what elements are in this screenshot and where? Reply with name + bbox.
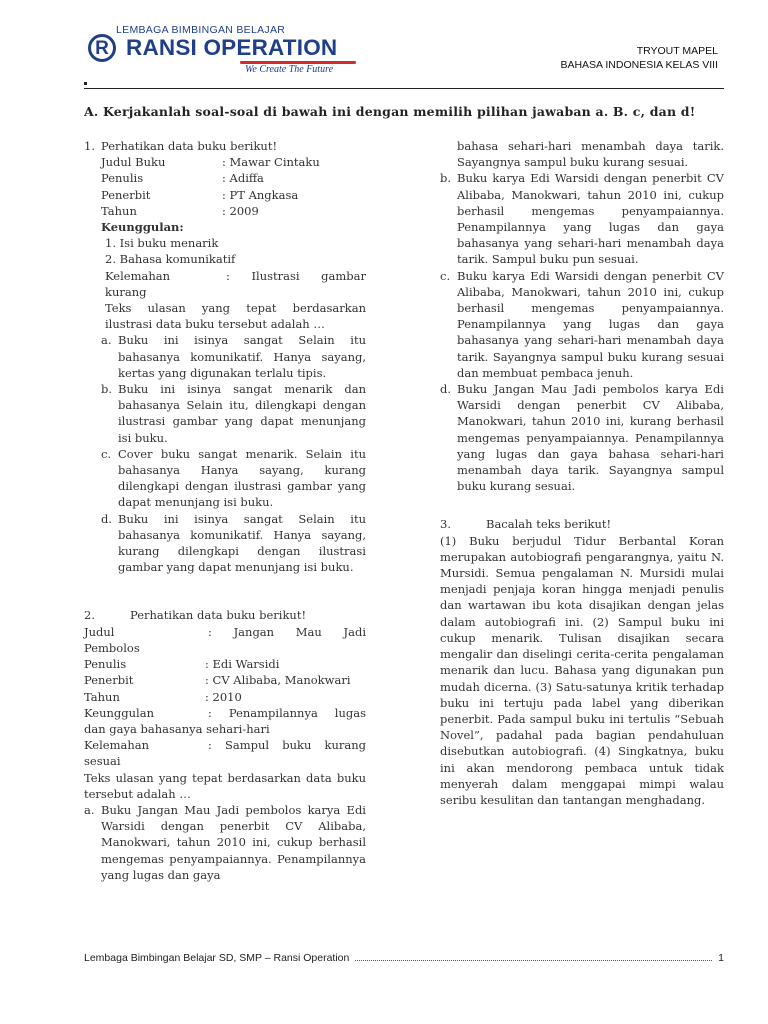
option-key: a. <box>101 333 112 348</box>
q2-keunggulan-value: : Penampilannya lugas <box>208 705 366 720</box>
logo-main-text: RANSI OPERATION <box>126 35 338 60</box>
q2-question: Teks ulasan yang tepat berdasarkan data buku tersebut adalah … <box>84 770 366 801</box>
q1-keunggulan-item: 1. Isi buku menarik <box>105 236 219 251</box>
q2-option-d[interactable] <box>440 381 724 494</box>
q1-question: Teks ulasan yang tepat berdasarkan ilustrasi data buku tersebut adalah … <box>105 301 366 332</box>
option-text: Buku karya Edi Warsidi dengan penerbit CV Alibaba, Manokwari, tahun 2010 ini, cukup berhasil mengemas penyampaiannya. Penampilannya yang lugas dan gaya bahasanya yang sehari-hari menambah daya tarik. Sayangnya sampul buku kurang sesuai dan membuat pembaca jenuh. <box>457 268 724 380</box>
option-text: Buku ini isinya sangat menarik dan bahasanya Selain itu, dilengkapi dengan ilustrasi gambar yang dapat menunjang isi buku. <box>118 382 366 445</box>
header-line-1: TRYOUT MAPEL <box>636 45 718 57</box>
q3-prompt-row <box>440 516 724 532</box>
q1-row-label: Penerbit <box>101 187 151 202</box>
q2-kelemahan-cont: sesuai <box>84 754 121 769</box>
footer-leader <box>355 952 712 961</box>
q2-judul-cont: Pembolos <box>84 640 140 655</box>
page-number: 1 <box>718 952 724 964</box>
q2-row <box>84 656 366 672</box>
q1-option-b[interactable] <box>101 381 366 446</box>
q2-row-value: : 2010 <box>205 689 242 704</box>
q1-row-label: Judul Buku <box>101 155 166 170</box>
q2-kelemahan-row <box>84 737 366 753</box>
option-text: Buku ini isinya sangat Selain itu bahasanya komunikatif. Hanya sayang, kertas yang digunakan terlalu tipis. <box>118 333 366 380</box>
q2-keunggulan-label: Keunggulan <box>84 705 154 720</box>
q2-row-value: : CV Alibaba, Manokwari <box>205 673 351 688</box>
option-text: Buku Jangan Mau Jadi pembolos karya Edi Warsidi dengan penerbit CV Alibaba, Manokwari, tahun 2010 ini, kurang berhasil mengemas penyampaiannya. Penampilannya yang lugas dan gaya bahasa sehari-hari menambah daya tarik. Sayangnya sampul buku kurang sesuai. <box>457 382 724 494</box>
q1-kelemahan-cont: kurang <box>105 284 147 299</box>
q1-kelemahan-label: Kelemahan <box>105 268 171 283</box>
q3-prompt: Bacalah teks berikut! <box>486 517 612 532</box>
q1-row <box>101 154 366 170</box>
q1-option-a[interactable] <box>101 332 366 381</box>
q1-keunggulan-title: Keunggulan: <box>101 220 184 235</box>
q1-row-value: : Adiffa <box>222 171 264 186</box>
option-key: c. <box>101 446 112 461</box>
option-key: d. <box>101 511 113 526</box>
q1-row-value: : 2009 <box>222 203 259 218</box>
footer <box>84 952 724 964</box>
q2-kelemahan-value: : Sampul buku kurang <box>208 738 366 753</box>
q2-option-c[interactable] <box>440 268 724 381</box>
q2-judul-label: Judul <box>84 624 115 639</box>
header-subject <box>560 44 718 72</box>
footer-text: Lembaga Bimbingan Belajar SD, SMP – Ransi Operation <box>84 952 350 964</box>
logo-tagline: We Create The Future <box>245 64 334 75</box>
option-key: c. <box>440 268 451 283</box>
header-rule <box>84 88 724 89</box>
q2-row <box>84 689 366 705</box>
q1-option-d[interactable] <box>101 511 366 576</box>
q3-text: (1) Buku berjudul Tidur Berbantal Koran merupakan autobiografi pengarangnya, yaitu N. Mursidi. Semua pengalaman N. Mursidi mulai menjadi penjaja koran hingga menjadi penulis dan wartawan ibu kota disajikan dengan jelas dalam autobiografi ini. (2) Sampul buku ini cukup menarik. Tulisan disajikan secara mengalir dan diselingi cerita-cerita pengalaman menarik dan lucu. Bahasa yang digunakan pun mudah dicerna. (3) Satu-satunya kritik terhadap buku ini tertuju pada label yang diberikan penerbit. Pada sampul buku ini tertulis “Sebuah Novel”, padahal pada bagian pendahuluan disebutkan autobiografi. (4) Singkatnya, buku ini akan mendorong pembaca untuk tidak menyerah dalam menggapai mimpi walau seribu kesulitan dan tantangan menghadang. <box>440 533 724 807</box>
q1-kelemahan-row <box>101 268 366 284</box>
q1-row-value: : PT Angkasa <box>222 187 299 202</box>
option-key: b. <box>440 171 452 186</box>
q2-prompt: Perhatikan data buku berikut! <box>130 608 307 623</box>
q2-keunggulan-row <box>84 705 366 721</box>
q2-row-value: : Edi Warsidi <box>205 657 280 672</box>
q2-judul-row <box>84 624 366 640</box>
option-key: d. <box>440 382 452 397</box>
q1-row <box>101 203 366 219</box>
right-column <box>440 138 724 808</box>
q2-option-a-cont: bahasa sehari-hari menambah daya tarik. Sayangnya sampul buku kurang sesuai. <box>457 139 724 170</box>
option-key: b. <box>101 382 113 397</box>
option-text: Cover buku sangat menarik. Selain itu bahasanya Hanya sayang, kurang dilengkapi dengan ilustrasi gambar yang dapat menunjang isi buku. <box>118 446 366 510</box>
option-text: Buku ini isinya sangat Selain itu bahasanya komunikatif. Hanya sayang, kurang dilengkapi dengan ilustrasi gambar yang dapat menunjang isi buku. <box>118 511 366 575</box>
q1-row <box>101 170 366 186</box>
header-line-2: BAHASA INDONESIA KELAS VIII <box>560 59 718 71</box>
header-dot <box>84 82 87 85</box>
q2-kelemahan-label: Kelemahan <box>84 738 150 753</box>
q2-row-label: Penerbit <box>84 673 134 688</box>
q1-row-value: : Mawar Cintaku <box>222 155 320 170</box>
q1-row <box>101 187 366 203</box>
brand-logo <box>88 24 358 80</box>
option-text: Buku karya Edi Warsidi dengan penerbit CV Alibaba, Manokwari, tahun 2010 ini, cukup berhasil mengemas penyampaiannya. Penampilannya yang lugas dan gaya bahasanya yang sehari-hari menambah daya tarik. Sampul buku pun sesuai. <box>457 171 724 267</box>
q1-data <box>84 154 366 575</box>
left-column <box>84 138 366 883</box>
option-text: Buku Jangan Mau Jadi pembolos karya Edi Warsidi dengan penerbit CV Alibaba, Manokwari, tahun 2010 ini, cukup berhasil mengemas penyampaiannya. Penampilannya yang lugas dan gaya <box>101 802 366 882</box>
section-title: A. Kerjakanlah soal-soal di bawah ini dengan memilih pilihan jawaban a. B. c, dan d! <box>84 104 696 119</box>
q1-row-label: Tahun <box>101 203 137 218</box>
q2-row-label: Penulis <box>84 657 127 672</box>
q2-judul-value: : Jangan Mau Jadi <box>208 624 366 639</box>
q1-number: 1. <box>84 139 95 153</box>
q2-keunggulan-cont: dan gaya bahasanya sehari-hari <box>84 721 270 736</box>
q2-prompt-row <box>84 607 366 623</box>
q2-number: 2. <box>84 608 95 623</box>
option-key: a. <box>84 802 95 817</box>
q1-option-c[interactable] <box>101 446 366 511</box>
logo-top-text: LEMBAGA BIMBINGAN BELAJAR <box>116 24 286 36</box>
q1-keunggulan-item: 2. Bahasa komunikatif <box>105 252 236 267</box>
q2-option-a[interactable] <box>84 802 366 883</box>
q2-option-b[interactable] <box>440 170 724 267</box>
q2-row <box>84 672 366 688</box>
q1-row-label: Penulis <box>101 171 144 186</box>
q1-kelemahan-value: : Ilustrasi gambar <box>226 268 366 283</box>
q1-prompt: Perhatikan data buku berikut! <box>101 139 278 153</box>
q2-row-label: Tahun <box>84 689 120 704</box>
q3-number: 3. <box>440 517 451 532</box>
logo-mark: R <box>88 34 116 62</box>
q1-prompt-row <box>84 138 366 154</box>
